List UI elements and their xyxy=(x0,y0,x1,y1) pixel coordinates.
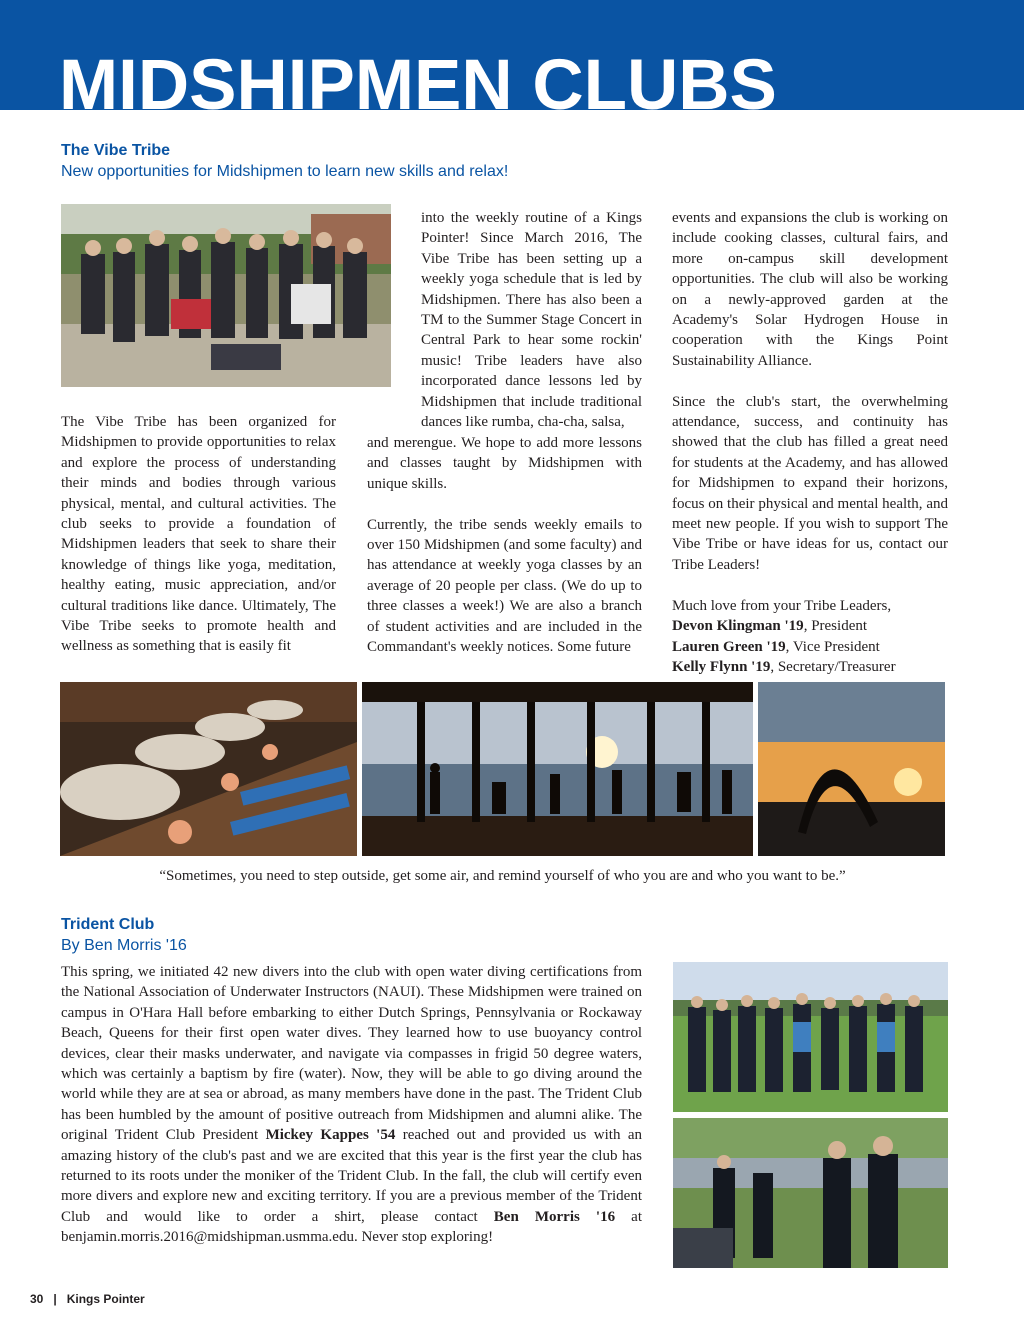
trident-body xyxy=(61,962,642,1248)
group-photo xyxy=(61,204,391,387)
page-footer xyxy=(30,1292,145,1306)
header-banner xyxy=(0,0,1024,110)
footer-separator: | xyxy=(53,1292,57,1306)
vibe-col-2 xyxy=(367,433,642,657)
yoga-class-photo xyxy=(60,682,357,856)
page-title: MIDSHIPMEN CLUBS xyxy=(59,46,777,110)
trident-text-b: reached out and provided us with an amazing history of the club's past and we are excited that this year is the first year the club has returned to its roots under the moniker of the Trident Club. In the fall, the club will certify even more divers and explore new and exciting territory. If you are a previous member of the Trident Club and would like to order a shirt, please contact xyxy=(61,1127,642,1225)
vibe-tribe-heading xyxy=(61,140,508,182)
trident-byline: By Ben Morris '16 xyxy=(61,937,187,954)
leader-role: , Vice President xyxy=(785,638,880,655)
signoff-text: Much love from your Tribe Leaders, xyxy=(672,597,892,614)
vibe-col2-paragraph-1: into the weekly routine of a Kings Pointer! Since March 2016, The Vibe Tribe has been setting up a weekly yoga schedule that is led by Midshipmen. There has also been a TM to the Summer Stage Concert in Central Park to hear some rockin' music! Tribe leaders have also incorporated dance lessons led by Midshipmen that include traditional dances like rumba, cha-cha, salsa, xyxy=(421,210,642,431)
vibe-col2-paragraph-1-cont: and merengue. We hope to add more lessons and classes taught by Midshipmen with unique skills. xyxy=(367,435,642,492)
divers-group-photo xyxy=(673,962,948,1112)
trident-bold-b: Ben Morris '16 xyxy=(493,1208,616,1225)
trident-bold-a: Mickey Kappes '54 xyxy=(265,1127,396,1144)
leader-role: , President xyxy=(803,618,868,635)
page-number: 30 xyxy=(30,1292,44,1306)
trident-title: Trident Club xyxy=(61,916,155,933)
publication-name: Kings Pointer xyxy=(66,1292,145,1306)
leaders-signoff xyxy=(672,596,948,678)
yoga-sunset-photo xyxy=(758,682,945,856)
trident-text-c: at benjamin.morris.2016@midshipman.usmma.edu. Never stop exploring! xyxy=(61,1208,642,1246)
leader-name: Lauren Green '19 xyxy=(672,638,786,655)
vibe-col2-paragraph-2: Currently, the tribe sends weekly emails to over 150 Midshipmen (and some faculty) and has attendance at weekly yoga classes by an average of 20 people per class. (We do up to three classes a week!) We are also a branch of student activities and are included in the Commandant's weekly notices. Some future xyxy=(367,516,642,656)
leader-role: , Secretary/Treasurer xyxy=(770,658,896,675)
leader-name: Devon Klingman '19 xyxy=(672,618,804,635)
trident-paragraph xyxy=(61,962,642,1248)
vibe-tribe-subtitle: New opportunities for Midshipmen to learn new skills and relax! xyxy=(61,163,509,180)
vibe-col-1 xyxy=(61,412,336,657)
yoga-window-photo xyxy=(362,682,753,856)
trident-text-a: This spring, we initiated 42 new divers into the club with open water diving certifications from the National Association of Underwater Instructors (NAUI). These Midshipmen were trained on campus in O'Hara Hall before embarking to either Dutch Springs, Pennsylvania or Rockaway Beach, Queens for their first open water dives. They learned how to use buoyancy control devices, clear their masks underwater, and navigate via compasses in frigid 50 degree waters, which was certainly a baptism by fire (water). Now, they will be able to go diving around the world while they are at sea or abroad, as many members have done in the past. The Trident Club has been humbled by the amount of positive outreach from Midshipmen and alumni alike. The original Trident Club President xyxy=(61,964,642,1144)
vibe-col-3 xyxy=(672,208,948,677)
pull-quote: “Sometimes, you need to step outside, get some air, and remind yourself of who you are and who you want to be.” xyxy=(159,868,846,884)
vibe-col-2-top xyxy=(421,208,642,432)
vibe-col1-paragraph: The Vibe Tribe has been organized for Midshipmen to provide opportunities to relax and explore the process of understanding their minds and bodies through various physical, mental, and cultural activities. The club seeks to provide a foundation of Midshipmen leaders that seek to share their knowledge of things like yoga, meditation, healthy eating, music appreciation, and/or cultural traditions like dance. Ultimately, The Vibe Tribe seeks to promote health and wellness as something that is easily fit xyxy=(61,414,336,655)
leader-name: Kelly Flynn '19 xyxy=(672,658,771,675)
divers-lake-photo xyxy=(673,1118,948,1268)
trident-heading xyxy=(61,914,187,956)
vibe-col3-paragraph-2: Since the club's start, the overwhelming attendance, success, and continuity has showed that the club has filled a great need for students at the Academy, and has allowed for Midshipmen to expand their horizons, focus on their physical and mental health, and meet new people. If you wish to support The Vibe Tribe or have ideas for us, contact our Tribe Leaders! xyxy=(672,393,948,573)
vibe-col3-paragraph-1: events and expansions the club is working on include cooking classes, cultural fairs, and more on-campus skill development opportunities. The club will also be working on a newly-approved garden at the Academy's Solar Hydrogen House in cooperation with the Kings Point Sustainability Alliance. xyxy=(672,210,948,369)
vibe-tribe-title: The Vibe Tribe xyxy=(61,142,171,159)
